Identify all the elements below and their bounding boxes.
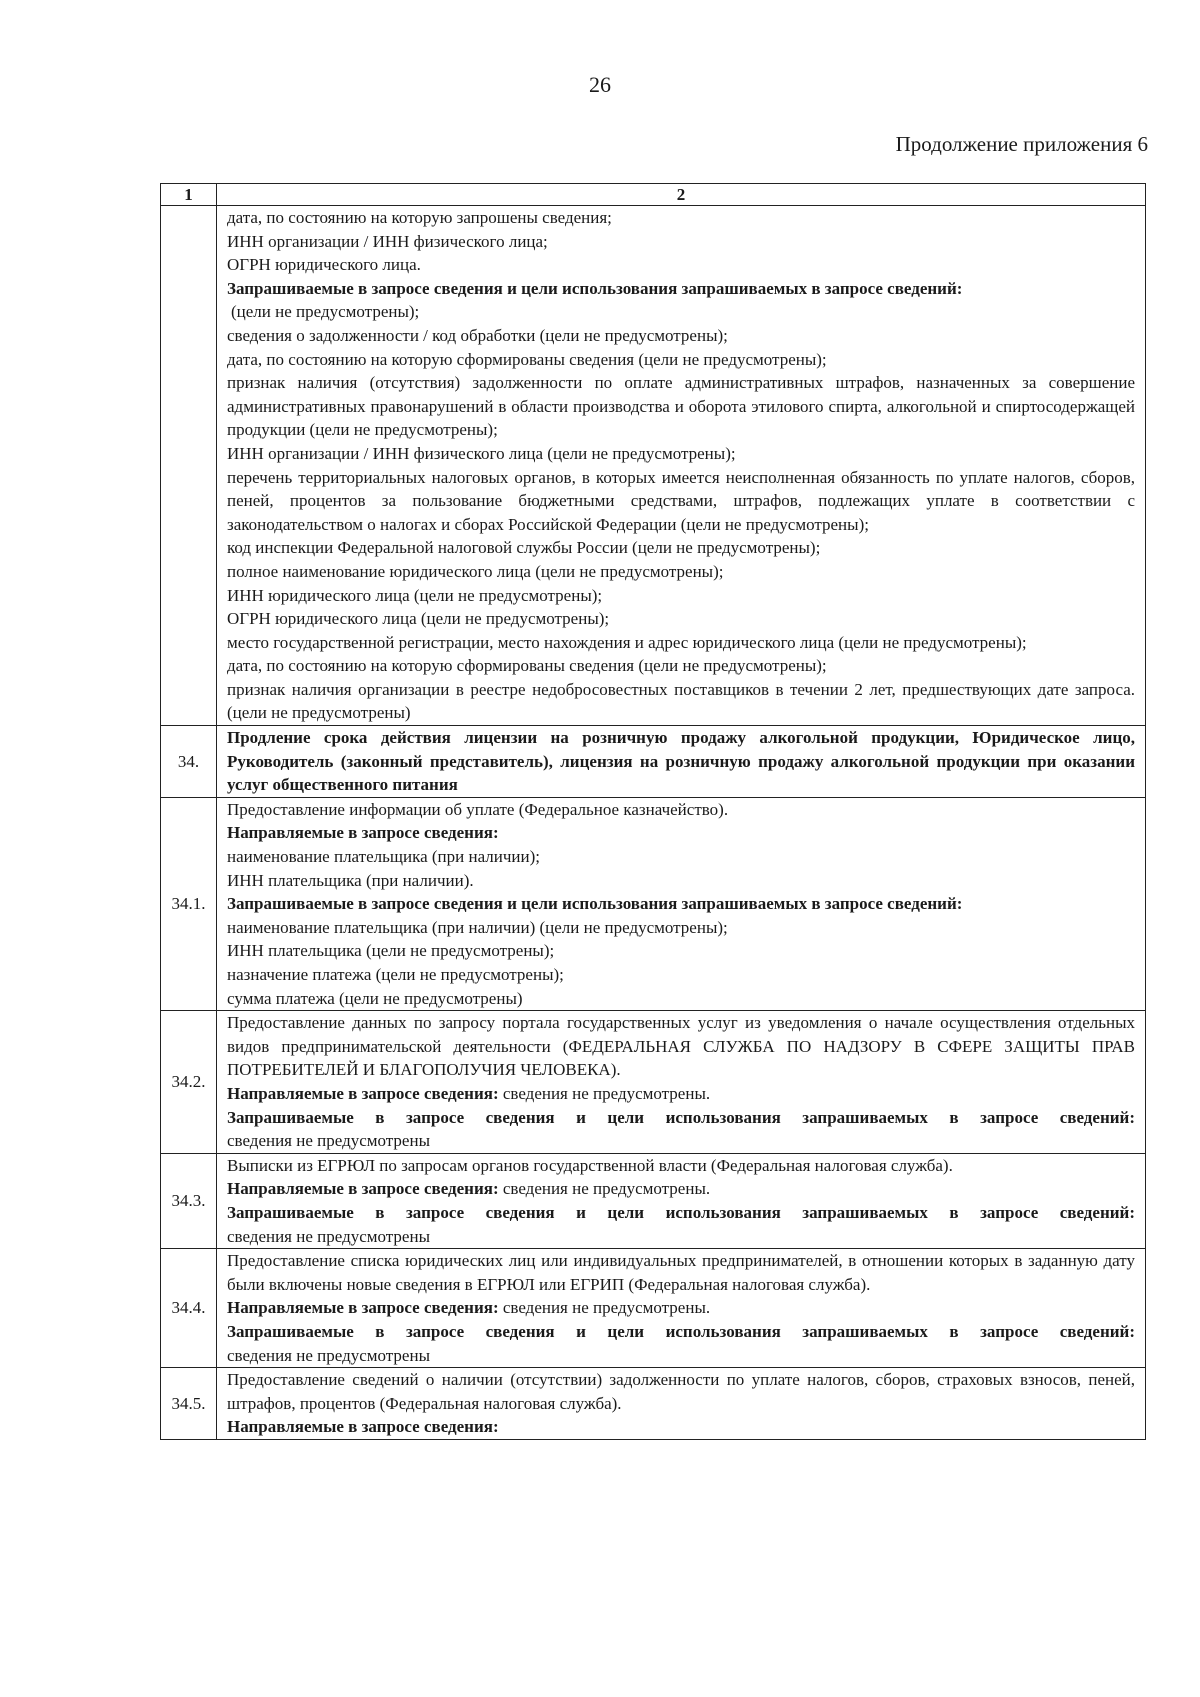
list-item: ИНН плательщика (цели не предусмотрены);	[227, 941, 555, 961]
table-row	[161, 1153, 1146, 1248]
row-number: 34.2.	[161, 1011, 217, 1154]
list-item: код инспекции Федеральной налоговой службы России (цели не предусмотрены);	[227, 538, 821, 558]
sent-info-heading: Направляемые в запросе сведения:	[227, 1417, 499, 1437]
list-item: ОГРН юридического лица (цели не предусмотрены);	[227, 609, 610, 629]
sent-info	[227, 1177, 1135, 1201]
requested-info-value: сведения не предусмотрены	[227, 1226, 430, 1246]
list-item: дата, по состоянию на которую запрошены сведения;	[227, 208, 612, 227]
appendix-continuation: Продолжение приложения 6	[895, 132, 1148, 156]
list-item: перечень территориальных налоговых органов, в которых имеется неисполненная обязанность по уплате налогов, сборов, пеней, процентов за пользование бюджетными средствами, штрафов, подлежащих уплате в соответствии с законодательством о налогах и сборах Российской Федерации (цели не предусмотрены);	[227, 467, 1135, 534]
list-item: ИНН организации / ИНН физического лица (цели не предусмотрены);	[227, 443, 736, 463]
row-number: 34.4.	[161, 1249, 217, 1368]
requested-info-value: сведения не предусмотрены	[227, 1131, 430, 1151]
row-number: 34.	[161, 726, 217, 798]
table-row	[161, 1249, 1146, 1368]
list-item: место государственной регистрации, место нахождения и адрес юридического лица (цели не предусмотрены);	[227, 632, 1027, 652]
column-1-header: 1	[161, 184, 217, 206]
row-number: 34.5.	[161, 1368, 217, 1440]
table-row	[161, 206, 1146, 726]
service-description: Предоставление списка юридических лиц или индивидуальных предпринимателей, в отношении которых в заданную дату были включены новые сведения в ЕГРЮЛ или ЕГРИП (Федеральная налоговая служба).	[227, 1251, 1135, 1294]
list-item: признак наличия (отсутствия) задолженности по оплате административных штрафов, назначенных за совершение административных правонарушений в области производства и оборота этилового спирта, алкогольной и спиртосодержащей продукции (цели не предусмотрены);	[227, 373, 1135, 440]
service-description: Выписки из ЕГРЮЛ по запросам органов государственной власти (Федеральная налоговая служба).	[227, 1155, 953, 1175]
sent-info-value: сведения не предусмотрены.	[498, 1083, 711, 1103]
list-item: полное наименование юридического лица (цели не предусмотрены);	[227, 561, 724, 581]
requested-info-heading: Запрашиваемые в запросе сведения и цели использования запрашиваемых в запросе сведений:	[227, 1202, 1135, 1222]
service-description: Предоставление данных по запросу портала государственных услуг из уведомления о начале осуществления отдельных видов предпринимательской деятельности (ФЕДЕРАЛЬНАЯ СЛУЖБА ПО НАДЗОРУ В СФЕРЕ ЗАЩИТЫ ПРАВ ПОТРЕБИТЕЛЕЙ И БЛАГОПОЛУЧИЯ ЧЕЛОВЕКА).	[227, 1013, 1135, 1080]
requested-info-heading: Запрашиваемые в запросе сведения и цели использования запрашиваемых в запросе сведений:	[227, 278, 963, 298]
list-item: назначение платежа (цели не предусмотрены);	[227, 965, 564, 984]
service-title: Продление срока действия лицензии на розничную продажу алкогольной продукции, Юридическое лицо, Руководитель (законный представитель), лицензия на розничную продажу алкогольной продукции при оказании услуг общественного питания	[227, 728, 1135, 795]
row-content	[217, 206, 1146, 726]
list-item: сумма платежа (цели не предусмотрены)	[227, 988, 523, 1008]
row-content	[217, 1153, 1146, 1248]
list-item: ИНН организации / ИНН физического лица;	[227, 231, 548, 251]
requested-info-value: сведения не предусмотрены	[227, 1345, 430, 1365]
list-item: сведения о задолженности / код обработки (цели не предусмотрены);	[227, 325, 728, 345]
service-description: Предоставление сведений о наличии (отсутствии) задолженности по уплате налогов, сборов, страховых взносов, пеней, штрафов, процентов (Федеральная налоговая служба).	[227, 1370, 1135, 1413]
requested-info-heading: Запрашиваемые в запросе сведения и цели использования запрашиваемых в запросе сведений:	[227, 1321, 1135, 1341]
list-item: ИНН плательщика (при наличии).	[227, 870, 474, 890]
row-number: 34.3.	[161, 1153, 217, 1248]
row-content	[217, 726, 1146, 798]
sent-info	[227, 1082, 1135, 1106]
table-header-row	[161, 184, 1146, 206]
list-item: ИНН юридического лица (цели не предусмотрены);	[227, 585, 603, 605]
requested-info-heading: Запрашиваемые в запросе сведения и цели использования запрашиваемых в запросе сведений:	[227, 894, 963, 914]
row-number-empty	[161, 206, 217, 726]
list-item: ОГРН юридического лица.	[227, 255, 421, 275]
sent-info-heading: Направляемые в запросе сведения:	[227, 1298, 499, 1318]
list-item: (цели не предусмотрены);	[231, 302, 420, 322]
list-item: признак наличия организации в реестре недобросовестных поставщиков в течении 2 лет, предшествующих дате запроса. (цели не предусмотрены)	[227, 679, 1135, 723]
table-row	[161, 1368, 1146, 1440]
table-row	[161, 726, 1146, 798]
requested-info-heading: Запрашиваемые в запросе сведения и цели использования запрашиваемых в запросе сведений:	[227, 1107, 1135, 1127]
row-content	[217, 1249, 1146, 1368]
list-item: дата, по состоянию на которую сформированы сведения (цели не предусмотрены);	[227, 349, 827, 369]
row-content	[217, 1368, 1146, 1440]
column-2-header: 2	[217, 184, 1146, 206]
services-table	[160, 183, 1146, 1440]
list-item: наименование плательщика (при наличии);	[227, 847, 540, 867]
sent-info-heading: Направляемые в запросе сведения:	[227, 823, 499, 843]
list-item: дата, по состоянию на которую сформированы сведения (цели не предусмотрены);	[227, 656, 827, 676]
list-item: наименование плательщика (при наличии) (цели не предусмотрены);	[227, 917, 728, 937]
sent-info-value: сведения не предусмотрены.	[498, 1179, 711, 1199]
row-number: 34.1.	[161, 797, 217, 1010]
row-content	[217, 797, 1146, 1010]
service-description: Предоставление информации об уплате (Федеральное казначейство).	[227, 799, 729, 819]
row-content	[217, 1011, 1146, 1154]
sent-info-heading: Направляемые в запросе сведения:	[227, 1083, 499, 1103]
sent-info-value: сведения не предусмотрены.	[498, 1298, 711, 1318]
table-row	[161, 797, 1146, 1010]
table-row	[161, 1011, 1146, 1154]
page-number: 26	[589, 72, 611, 97]
sent-info-heading: Направляемые в запросе сведения:	[227, 1179, 499, 1199]
sent-info	[227, 1296, 1135, 1320]
